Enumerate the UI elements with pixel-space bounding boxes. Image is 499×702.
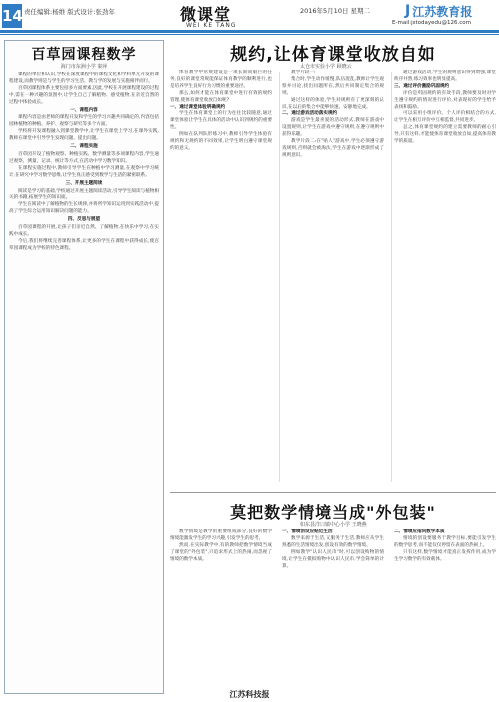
paragraph: 教学片段一:	[291, 70, 316, 75]
brand-name: 江苏教育报	[412, 4, 473, 19]
section-heading: 三、通过评价激励巩固规约	[394, 83, 450, 89]
right-article-col-1	[170, 70, 272, 490]
paragraph: 体育教学中常规建设是一项长期而艰巨的任务,良好的课堂常规能保证体育教学的顺利进行,也是培养学生良好行为习惯的重要途径。	[170, 70, 272, 89]
paragraph: 学生在体育课堂上的行为往往比较随意,通过课堂体验让学生在具体的活动中认识到规约的重要性。	[170, 111, 272, 131]
brand-logo	[405, 3, 497, 19]
paragraph: 通过游戏活动,学生的规则意识得到增强,课堂秩序井然,练习效率也明显提高。	[394, 70, 496, 82]
header-rule-thin	[0, 34, 499, 35]
header-rule	[0, 30, 499, 33]
paragraph: 那么,如何才能在体育课堂中进行有效的规约管理,使体育课堂收放自如呢?	[170, 90, 272, 103]
bottom-article-author: 如东县洋口镇中心小学 王晓燕	[300, 522, 367, 528]
paragraph: 学校将开发课程融入到课堂教学中,让学生在课堂上学习,在课外实践,教师在课堂中引导学生发现问题、提出问题。	[9, 129, 159, 142]
paragraph: 课程的单位和认识,学校在深度课程中的课程文化和学科单元开发的课程建设,而教学则是与学生的学习生活、教与学的发展与实施相伴而行。	[9, 72, 159, 84]
section-heading: 四、反思与展望	[67, 217, 101, 223]
paragraph: 例如在队列队形练习中,教师引导学生体验有规约和无规约的不同效果,让学生明白遵守课堂规约的意义。	[170, 132, 272, 151]
paragraph: 情境的创设要服务于教学目标,要能引发学生的数学思考,而不能仅仅停留在表面的热闹上。	[394, 535, 496, 548]
page-number: 14	[2, 4, 22, 28]
right-article-title: 规约,让体育课堂收放自如	[230, 45, 436, 65]
paragraph: 评价是巩固规约的有效手段,教师要及时对学生遵守规约的情况进行评价,对表现好的学生给予表扬和鼓励。	[394, 90, 496, 110]
paragraph: 百草园开设了植物观察、种植实践、数学测量等多项课程内容,学生通过观察、测量、记录、统计等方式,在活动中学习数学知识。	[9, 151, 159, 164]
page-footer: 江苏科技报	[229, 690, 270, 699]
bottom-article-col-2	[282, 529, 384, 685]
left-article-title: 百草园课程数学	[31, 47, 137, 63]
right-article-col-3	[394, 70, 496, 490]
paragraph: 例如教学"认识人民币"时,可以创设购物的情境,让学生在模拟购物中认识人民币,学会简单的计算。	[282, 549, 384, 569]
paragraph: 然而,在实际教学中,有的教师把数学情境当成了课堂的"外包装",只追求形式上的热闹,而忽视了情境的数学本质。	[170, 542, 272, 562]
paragraph: 在课程实施过程中,教师引导学生在种植中学习测量,在观察中学习统计,在研究中学习数学思维,让学生真正感受到数学与生活的紧密联系。	[9, 165, 159, 178]
paragraph: 阅读是学习的基础,学校通过开展主题阅读活动,引导学生阅读与植物相关的书籍,拓展学生的知识面。	[9, 188, 159, 201]
right-article-author: 太仓市实验小学 顾晓云	[300, 64, 352, 70]
left-article-body	[9, 72, 159, 686]
brand-mark-icon: J	[405, 3, 411, 19]
section-heading: 一、情境创设应贴近生活	[282, 529, 333, 534]
issue-date: 2016年5月10日 星期二	[300, 7, 371, 15]
section-title: 微课堂	[180, 5, 232, 24]
section-heading: 一、课程内容	[70, 107, 98, 113]
column-divider	[391, 72, 392, 482]
bottom-article-col-3	[394, 529, 496, 685]
paragraph: 可以采用小组评价、个人评价相结合的方式,让学生在相互评价中互相监督,共同进步。	[394, 111, 496, 124]
contact-email[interactable]: E-mail:jstodayedu@126.com	[392, 20, 471, 26]
section-heading: 二、课程实施	[70, 144, 98, 150]
bottom-article-title: 莫把数学情境当成"外包装"	[230, 503, 436, 522]
bottom-article-col-1	[170, 529, 272, 685]
section-heading: 三、开展主题阅读	[65, 180, 103, 186]
paragraph: 今后,我们将继续完善课程体系,让更多的学生在课程中获得成长,使百草园课程成为学校的特色课程。	[9, 238, 159, 251]
paragraph: 只有这样,数学情境才能真正发挥作用,成为学生学习数学的有效载体。	[394, 549, 496, 562]
paragraph: 课程内容是由老师的课程开发和学生的学习兴趣共同确定的,内容包括园林植物的种植、养护、观察与研究等多个方面。	[9, 115, 159, 128]
right-article-col-2	[282, 70, 384, 490]
page-header	[0, 0, 499, 36]
paragraph: 游戏是学生最喜爱的活动形式,教师在游戏中设置规则,让学生在游戏中遵守规则,在遵守规则中获得乐趣。	[282, 118, 384, 138]
paragraph: 学生在阅读中了解植物的生长规律,并将所学知识运用到实践活动中,提高了学生综合运用知识解决问题的能力。	[9, 202, 159, 215]
section-title-en: WEI KE TANG	[186, 22, 237, 29]
article-separator	[170, 492, 496, 493]
section-heading: 二、情境应指向数学本质	[394, 529, 445, 534]
left-article-author: 海门市东洲小学 秦萍	[60, 64, 108, 70]
paragraph: 百草园课程体系主要包括多方面要素,因此,学校在开展课程建设的过程中,需在一种兴趣的氛围中,让学生自己了解植物、感受植物,在亲近自然的过程中体验成长。	[9, 85, 159, 105]
section-heading: 一、通过课堂体验明确规约	[170, 104, 226, 110]
editor-line: 责任编辑:杨维 版式设计:张劲年	[24, 8, 115, 16]
column-divider	[279, 72, 280, 482]
paragraph: 数学情境是教学的重要组成部分,良好的数学情境能激发学生的学习兴趣,引发学生的思考。	[170, 529, 272, 541]
paragraph: 教学片段二:在"贴人"游戏中,学生必须遵守游戏规则,否则就会被淘汰,学生在游戏中逐渐形成了规则意识。	[282, 139, 384, 158]
paragraph: 百草园课程的开展,让孩子们亲近自然、了解植物,在快乐中学习,在实践中成长。	[9, 225, 159, 237]
section-heading: 二、通过游戏活动落实规约	[282, 111, 338, 117]
paragraph: 集合时,学生动作缓慢,队伍混乱,教师让学生观察并讨论,找出问题所在,然后共同制定集合的规则。	[282, 76, 384, 96]
paragraph: 数学来源于生活,又服务于生活,教师应从学生熟悉的生活情境出发,创设有效的数学情境。	[282, 535, 384, 548]
paragraph: 通过这样的体验,学生对规则有了更深刻的认识,在以后的集合中能够快速、安静地完成。	[282, 97, 384, 110]
paragraph: 总之,体育课堂规约的建立需要教师的耐心引导,只有这样,才能使体育课堂收放自如,提高体育教学的质量。	[394, 125, 496, 145]
